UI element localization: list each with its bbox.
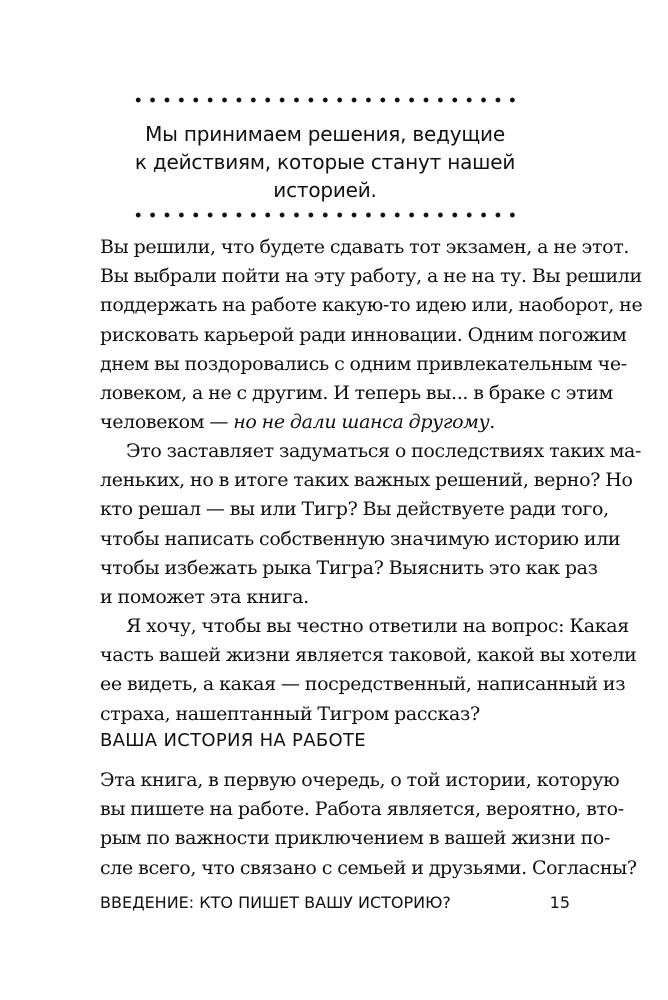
text-line: кто решал — вы или Тигр? Вы действуете ради того, — [100, 498, 609, 521]
text-line-start: человеком — — [100, 411, 234, 434]
dotted-divider-top — [131, 96, 519, 104]
text-line: сле всего, что связано с семьей и друзьями. Согласны? — [100, 856, 637, 879]
dotted-divider-bottom — [131, 211, 519, 219]
italic-phrase: но не дали шанса другому. — [233, 411, 495, 434]
text-line: рым по важности приключением в вашей жизни по- — [100, 827, 611, 850]
text-line: ловеком, а не с другим. И теперь вы... в браке с этим — [100, 382, 613, 405]
section-heading: ВАША ИСТОРИЯ НА РАБОТЕ — [100, 730, 366, 751]
text-line: Вы решили, что будете сдавать тот экзамен, а не этот. — [100, 236, 630, 258]
paragraph-2 — [100, 437, 642, 612]
text-line: Это заставляет задуматься о последствиях таких ма- — [126, 440, 642, 462]
pull-quote — [100, 120, 550, 204]
text-line: днем вы поздоровались с одним привлекательным че- — [100, 352, 627, 375]
paragraph-3 — [100, 612, 637, 729]
pull-quote-line: к действиям, которые станут нашей — [134, 150, 516, 174]
text-line: и поможет эта книга. — [100, 586, 309, 609]
pull-quote-line: Мы принимаем решения, ведущие — [145, 122, 505, 146]
text-line: Эта книга, в первую очередь, о той истории, которую — [100, 769, 620, 791]
text-line: рисковать карьерой ради инновации. Одним погожим — [100, 323, 627, 346]
text-line: ее видеть, а какая — посредственный, написанный из — [100, 673, 626, 696]
text-line: вы пишете на работе. Работа является, вероятно, вто- — [100, 798, 624, 821]
running-head: ВВЕДЕНИЕ: КТО ПИШЕТ ВАШУ ИСТОРИЮ? — [100, 893, 451, 912]
text-line: страха, нашептанный Тигром рассказ? — [100, 702, 480, 725]
paragraph-4 — [100, 766, 637, 883]
text-line: часть вашей жизни является таковой, какой вы хотели — [100, 644, 637, 667]
text-line: леньких, но в итоге таких важных решений, верно? Но — [100, 469, 633, 492]
text-line: Вы выбрали пойти на эту работу, а не на ту. Вы решили — [100, 265, 642, 288]
page-number: 15 — [549, 893, 570, 912]
text-line: чтобы избежать рыка Тигра? Выяснить это как раз — [100, 556, 598, 579]
text-line: чтобы написать собственную значимую историю или — [100, 527, 621, 550]
text-line — [100, 408, 570, 437]
paragraph-1 — [100, 233, 643, 437]
page-footer — [100, 893, 570, 912]
text-line: поддержать на работе какую-то идею или, наоборот, не — [100, 294, 643, 317]
text-line: Я хочу, чтобы вы честно ответили на вопрос: Какая — [126, 615, 629, 637]
pull-quote-line: историей. — [273, 178, 377, 202]
